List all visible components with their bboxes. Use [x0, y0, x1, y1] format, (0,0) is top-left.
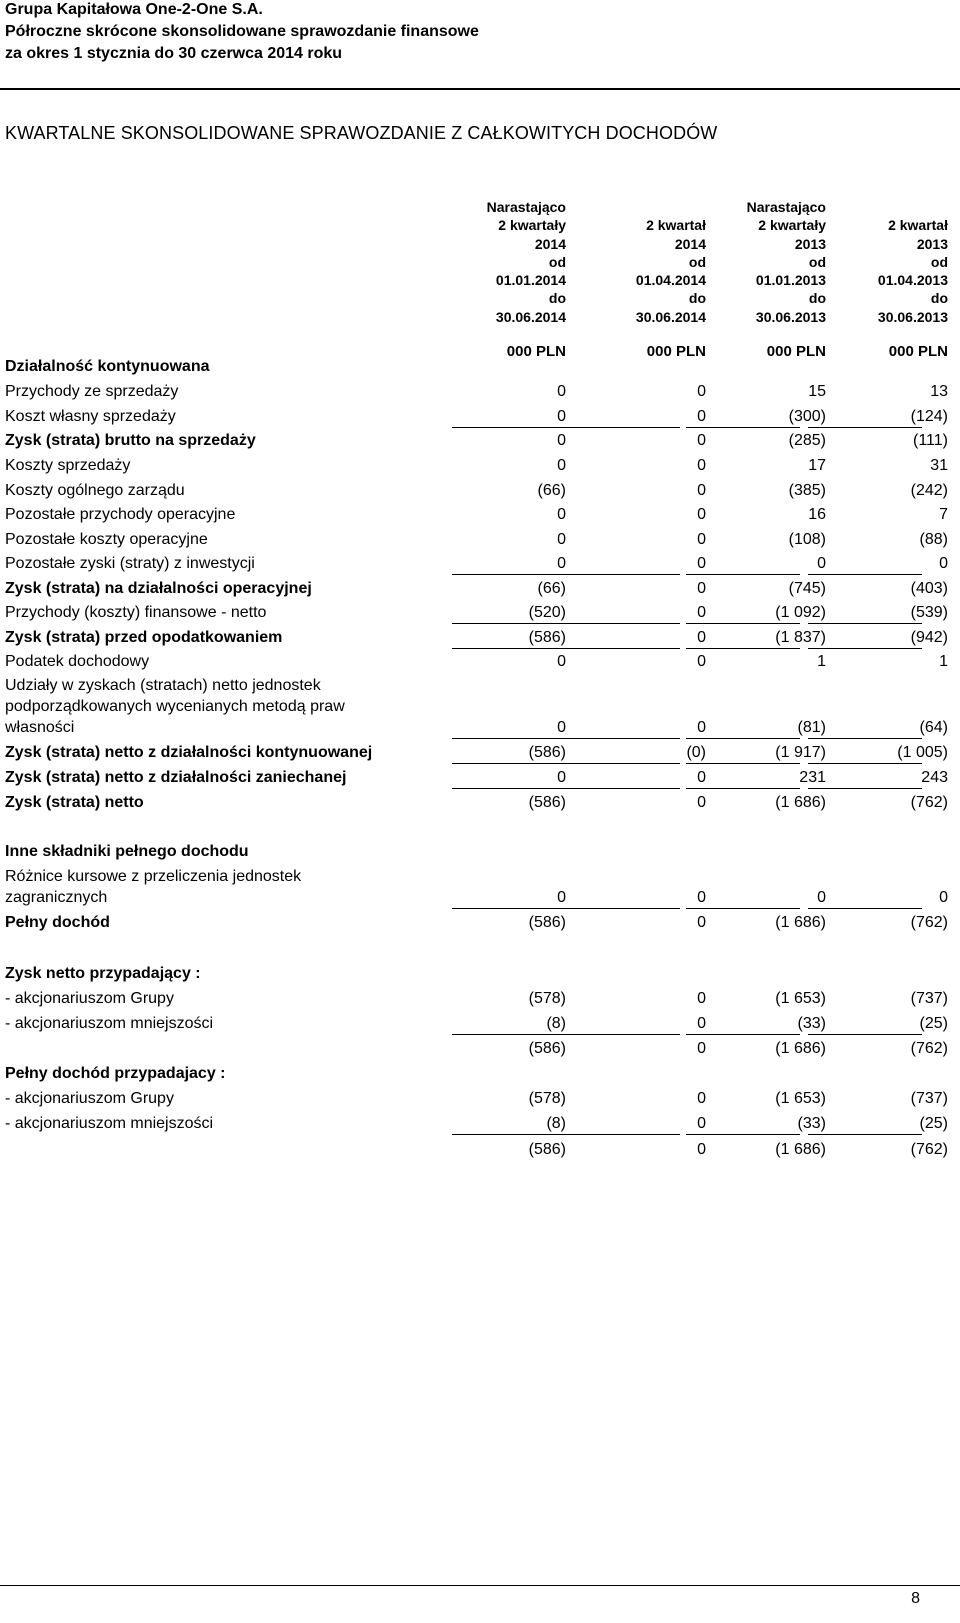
row-label: - akcjonariuszom mniejszości [5, 1015, 214, 1032]
value-underline [452, 623, 566, 624]
row-value: 0 [697, 482, 706, 499]
row-value: 0 [557, 457, 566, 474]
table-row [0, 791, 960, 816]
row-value: (403) [910, 580, 948, 597]
row-value: 0 [697, 794, 706, 811]
value-underline [452, 738, 566, 739]
report-period: za okres 1 stycznia do 30 czerwca 2014 roku [5, 45, 343, 62]
column-header-1 [426, 198, 566, 326]
row-value: (81) [797, 719, 826, 736]
row-value: 0 [697, 1015, 706, 1032]
row-value: (1 653) [775, 990, 826, 1007]
row-value: (1 686) [775, 794, 826, 811]
row-label: Koszt własny sprzedaży [5, 408, 176, 425]
row-value: 0 [697, 719, 706, 736]
column-header-line: do [808, 290, 826, 307]
table-row [0, 911, 960, 936]
row-value: 0 [817, 555, 826, 572]
row-value: (762) [910, 914, 948, 931]
row-label: Zysk netto przypadający : [5, 965, 201, 982]
row-value: 0 [939, 555, 948, 572]
table-row [0, 429, 960, 454]
value-underline [808, 1134, 922, 1135]
row-label: podporządkowanych wycenianych metodą praw [5, 698, 345, 715]
row-value: (1 686) [775, 914, 826, 931]
row-label: zagranicznych [5, 889, 108, 906]
table-row [0, 865, 960, 911]
value-underline [808, 427, 922, 428]
row-label: Zysk (strata) netto z działalności kontynuowanej [5, 744, 373, 761]
row-label: Inne składniki pełnego dochodu [5, 843, 249, 860]
row-label: Pozostałe koszty operacyjne [5, 531, 208, 548]
value-underline [452, 648, 566, 649]
row-value: 0 [697, 506, 706, 523]
row-value: (1 837) [775, 629, 826, 646]
value-underline [686, 1134, 800, 1135]
column-header-line: 2013 [794, 235, 826, 252]
row-value: 0 [697, 457, 706, 474]
column-header-line: 30.06.2014 [635, 308, 706, 325]
row-label: Przychody (koszty) finansowe - netto [5, 604, 267, 621]
row-value: (1 092) [775, 604, 826, 621]
row-value: 0 [697, 653, 706, 670]
value-underline [566, 1134, 680, 1135]
column-header-line: do [688, 290, 706, 307]
value-underline [686, 908, 800, 909]
row-value: (64) [919, 719, 948, 736]
value-underline [808, 623, 922, 624]
row-label: Zysk (strata) przed opodatkowaniem [5, 629, 283, 646]
row-label: - akcjonariuszom mniejszości [5, 1115, 214, 1132]
column-header-line: 2013 [916, 235, 948, 252]
table-row [0, 503, 960, 528]
row-label: Przychody ze sprzedaży [5, 383, 179, 400]
row-value: (586) [528, 744, 566, 761]
value-underline [686, 648, 800, 649]
row-value: (0) [686, 744, 706, 761]
column-header-line: 2 kwartał [888, 217, 948, 234]
row-value: 0 [697, 1141, 706, 1158]
row-label: Pozostałe zyski (straty) z inwestycji [5, 555, 255, 572]
row-value: (942) [910, 629, 948, 646]
row-value: 0 [557, 506, 566, 523]
row-value: 0 [697, 580, 706, 597]
row-label: Koszty sprzedaży [5, 457, 131, 474]
row-value: (539) [910, 604, 948, 621]
column-header-line: 2 kwartały [498, 217, 566, 234]
row-value: (1 005) [897, 744, 948, 761]
value-underline [452, 427, 566, 428]
column-header-3 [686, 198, 826, 326]
row-value: 0 [557, 531, 566, 548]
row-label: Udziały w zyskach (stratach) netto jednostek [5, 677, 321, 694]
value-underline [808, 648, 922, 649]
row-label: Zysk (strata) brutto na sprzedaży [5, 432, 256, 449]
column-unit: 000 PLN [506, 343, 566, 360]
table-row [0, 577, 960, 602]
row-value: (1 653) [775, 1090, 826, 1107]
row-value: 0 [697, 1040, 706, 1057]
value-underline [686, 574, 800, 575]
value-underline [808, 788, 922, 789]
row-label: Zysk (strata) netto z działalności zaniechanej [5, 769, 347, 786]
value-underline [566, 908, 680, 909]
row-value: (33) [797, 1015, 826, 1032]
value-underline [686, 738, 800, 739]
row-value: 7 [939, 506, 948, 523]
row-value: 0 [697, 555, 706, 572]
row-value: (737) [910, 1090, 948, 1107]
row-value: 0 [697, 383, 706, 400]
row-value: 1 [939, 653, 948, 670]
row-value: 0 [557, 889, 566, 906]
row-value: 0 [697, 432, 706, 449]
column-header-line: do [930, 290, 948, 307]
column-header-line: 30.06.2013 [877, 308, 948, 325]
value-underline [566, 763, 680, 764]
row-value: (586) [528, 794, 566, 811]
table-row [0, 1037, 960, 1062]
column-header-line: 01.04.2013 [877, 272, 948, 289]
row-value: (300) [788, 408, 826, 425]
row-value: (108) [788, 531, 826, 548]
row-value: (1 686) [775, 1141, 826, 1158]
row-value: (385) [788, 482, 826, 499]
row-value: (111) [913, 432, 948, 449]
value-underline [566, 574, 680, 575]
page-number: 8 [911, 1590, 920, 1607]
column-header-line: 01.01.2013 [755, 272, 826, 289]
column-header-line: 01.04.2014 [635, 272, 706, 289]
row-value: 0 [697, 1115, 706, 1132]
row-label: Koszty ogólnego zarządu [5, 482, 185, 499]
column-header-line: 2 kwartał [646, 217, 706, 234]
column-header-line [566, 198, 706, 216]
row-value: (242) [910, 482, 948, 499]
row-label: Zysk (strata) netto [5, 794, 144, 811]
column-header-line: Narastająco [486, 199, 566, 215]
report-name: Półroczne skrócone skonsolidowane sprawozdanie finansowe [5, 23, 479, 40]
column-unit: 000 PLN [888, 343, 948, 360]
value-underline [566, 738, 680, 739]
row-value: (520) [528, 604, 566, 621]
row-value: (578) [528, 990, 566, 1007]
row-value: 0 [697, 408, 706, 425]
row-value: (578) [528, 1090, 566, 1107]
row-label: - akcjonariuszom Grupy [5, 1090, 174, 1107]
row-value: 0 [557, 383, 566, 400]
value-underline [686, 1034, 800, 1035]
value-underline [452, 788, 566, 789]
column-unit: 000 PLN [646, 343, 706, 360]
row-value: 0 [557, 769, 566, 786]
column-header-line: od [548, 253, 566, 270]
row-value: 0 [697, 629, 706, 646]
column-header-line: od [808, 253, 826, 270]
row-label: Różnice kursowe z przeliczenia jednostek [5, 868, 302, 885]
column-header-line: od [930, 253, 948, 270]
row-value: 0 [557, 432, 566, 449]
row-label: Podatek dochodowy [5, 653, 150, 670]
row-value: 0 [697, 889, 706, 906]
row-value: (1 917) [775, 744, 826, 761]
row-value: (762) [910, 1141, 948, 1158]
value-underline [808, 1034, 922, 1035]
column-header-line: od [688, 253, 706, 270]
column-header-line: 2014 [534, 235, 566, 252]
statement-title: KWARTALNE SKONSOLIDOWANE SPRAWOZDANIE Z CAŁKOWITYCH DOCHODÓW [5, 123, 718, 143]
row-value: 0 [697, 769, 706, 786]
value-underline [452, 763, 566, 764]
table-row [0, 650, 960, 675]
table-row [0, 380, 960, 405]
row-value: (66) [537, 580, 566, 597]
header-divider [0, 88, 960, 90]
row-value: (25) [919, 1015, 948, 1032]
row-value: (737) [910, 990, 948, 1007]
row-value: 0 [697, 914, 706, 931]
table-row [0, 840, 960, 865]
row-value: 0 [939, 889, 948, 906]
column-header-line: do [548, 290, 566, 307]
value-underline [452, 574, 566, 575]
row-value: (762) [910, 794, 948, 811]
row-label: Zysk (strata) na działalności operacyjnej [5, 580, 312, 597]
row-value: (124) [910, 408, 948, 425]
table-row [0, 674, 960, 741]
value-underline [808, 908, 922, 909]
row-value: (25) [919, 1115, 948, 1132]
value-underline [452, 908, 566, 909]
value-underline [566, 623, 680, 624]
row-label: Pełny dochód przypadajacy : [5, 1065, 226, 1082]
row-value: 231 [799, 769, 826, 786]
row-value: 0 [557, 653, 566, 670]
column-header-line [808, 198, 948, 216]
row-value: 1 [817, 653, 826, 670]
value-underline [566, 427, 680, 428]
row-label: - akcjonariuszom Grupy [5, 990, 174, 1007]
row-value: (586) [528, 629, 566, 646]
column-unit: 000 PLN [766, 343, 826, 360]
row-value: 0 [697, 1090, 706, 1107]
row-value: (586) [528, 1040, 566, 1057]
table-row [0, 454, 960, 479]
row-value: (88) [919, 531, 948, 548]
value-underline [566, 788, 680, 789]
row-label: Pełny dochód [5, 914, 110, 931]
row-value: (1 686) [775, 1040, 826, 1057]
table-row [0, 1062, 960, 1087]
row-value: 0 [557, 719, 566, 736]
row-value: 0 [697, 531, 706, 548]
row-value: (586) [528, 914, 566, 931]
column-header-line: 30.06.2014 [495, 308, 566, 325]
value-underline [452, 1034, 566, 1035]
footer-divider [0, 1585, 960, 1586]
value-underline [808, 574, 922, 575]
column-header-line: Narastająco [746, 199, 826, 215]
row-value: 0 [697, 604, 706, 621]
row-label: własności [5, 719, 75, 736]
row-value: 31 [930, 457, 948, 474]
row-value: 243 [921, 769, 948, 786]
value-underline [808, 738, 922, 739]
row-value: 0 [557, 408, 566, 425]
column-header-line: 2014 [674, 235, 706, 252]
row-value: 17 [808, 457, 826, 474]
column-header-4 [808, 198, 948, 326]
row-value: (745) [788, 580, 826, 597]
company-name: Grupa Kapitałowa One-2-One S.A. [5, 1, 263, 18]
column-header-line: 2 kwartały [758, 217, 826, 234]
row-value: 0 [817, 889, 826, 906]
row-value: 0 [697, 990, 706, 1007]
value-underline [686, 427, 800, 428]
row-label: Pozostałe przychody operacyjne [5, 506, 236, 523]
table-row [0, 962, 960, 987]
value-underline [686, 788, 800, 789]
row-value: (66) [537, 482, 566, 499]
value-underline [686, 623, 800, 624]
table-row [0, 1087, 960, 1112]
column-header-2 [566, 198, 706, 326]
row-value: 0 [557, 555, 566, 572]
row-value: 15 [808, 383, 826, 400]
table-row [0, 987, 960, 1012]
column-header-line: 01.01.2014 [495, 272, 566, 289]
table-row [0, 528, 960, 553]
row-value: (762) [910, 1040, 948, 1057]
value-underline [566, 648, 680, 649]
table-row [0, 1138, 960, 1163]
row-value: 16 [808, 506, 826, 523]
row-value: (586) [528, 1141, 566, 1158]
row-value: (8) [546, 1015, 566, 1032]
row-label: Działalność kontynuowana [5, 358, 210, 375]
value-underline [566, 1034, 680, 1035]
table-row [0, 355, 960, 380]
table-row [0, 479, 960, 504]
row-value: (8) [546, 1115, 566, 1132]
value-underline [452, 1134, 566, 1135]
column-header-line: 30.06.2013 [755, 308, 826, 325]
row-value: (33) [797, 1115, 826, 1132]
value-underline [808, 763, 922, 764]
row-value: 13 [930, 383, 948, 400]
value-underline [686, 763, 800, 764]
row-value: (285) [788, 432, 826, 449]
